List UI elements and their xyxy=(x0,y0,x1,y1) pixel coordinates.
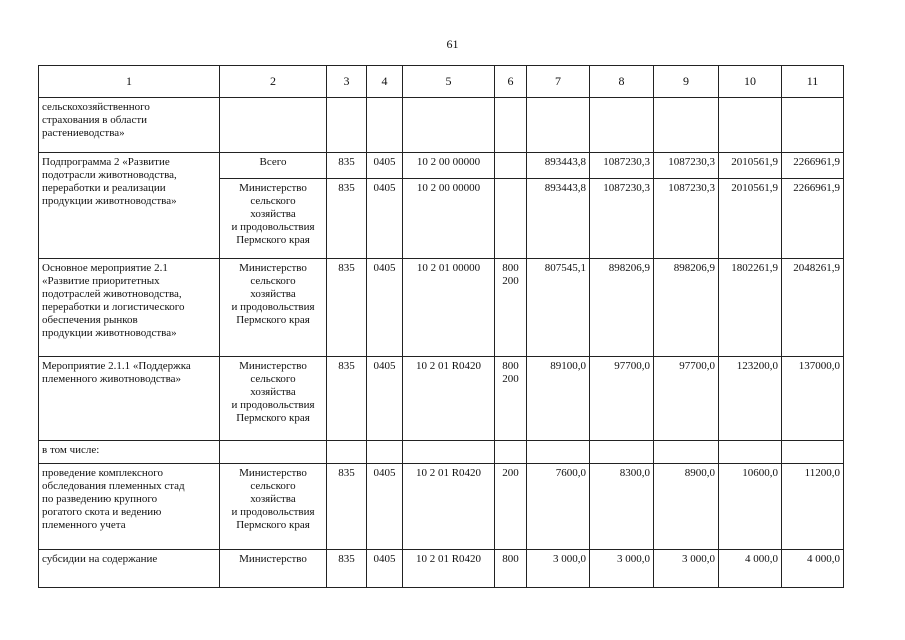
table-row xyxy=(39,357,844,441)
code-cell: 835 xyxy=(327,550,367,588)
cell xyxy=(719,98,782,153)
code-cell: 835 xyxy=(327,179,367,259)
executor-cell: Министерство сельского хозяйства и продовольствия Пермского края xyxy=(220,464,327,550)
table-row xyxy=(39,550,844,588)
cell xyxy=(220,441,327,464)
cell xyxy=(327,441,367,464)
code-cell: 10 2 01 R0420 xyxy=(403,550,495,588)
header-cell: 10 xyxy=(719,66,782,98)
amount-cell: 893443,8 xyxy=(527,179,590,259)
amount-cell: 1087230,3 xyxy=(590,153,654,179)
amount-cell: 807545,1 xyxy=(527,259,590,357)
header-cell: 5 xyxy=(403,66,495,98)
code-cell: 800 200 xyxy=(495,357,527,441)
code-cell xyxy=(495,179,527,259)
header-cell: 1 xyxy=(39,66,220,98)
amount-cell: 4 000,0 xyxy=(719,550,782,588)
code-cell: 200 xyxy=(495,464,527,550)
amount-cell: 2010561,9 xyxy=(719,153,782,179)
amount-cell: 2048261,9 xyxy=(782,259,844,357)
code-cell: 0405 xyxy=(367,259,403,357)
amount-cell: 7600,0 xyxy=(527,464,590,550)
executor-cell: Министерство xyxy=(220,550,327,588)
table-header-row xyxy=(39,66,844,98)
header-cell: 7 xyxy=(527,66,590,98)
amount-cell: 893443,8 xyxy=(527,153,590,179)
amount-cell: 898206,9 xyxy=(590,259,654,357)
code-cell: 10 2 01 R0420 xyxy=(403,464,495,550)
header-cell: 3 xyxy=(327,66,367,98)
amount-cell: 8900,0 xyxy=(654,464,719,550)
code-cell: 10 2 00 00000 xyxy=(403,153,495,179)
amount-cell: 97700,0 xyxy=(590,357,654,441)
amount-cell: 89100,0 xyxy=(527,357,590,441)
code-cell: 10 2 01 00000 xyxy=(403,259,495,357)
cell xyxy=(367,98,403,153)
amount-cell: 3 000,0 xyxy=(590,550,654,588)
code-cell xyxy=(495,153,527,179)
header-cell: 6 xyxy=(495,66,527,98)
code-cell: 0405 xyxy=(367,179,403,259)
cell xyxy=(719,441,782,464)
amount-cell: 10600,0 xyxy=(719,464,782,550)
cell xyxy=(403,441,495,464)
code-cell: 10 2 00 00000 xyxy=(403,179,495,259)
amount-cell: 1802261,9 xyxy=(719,259,782,357)
table-row xyxy=(39,98,844,153)
code-cell: 835 xyxy=(327,259,367,357)
cell xyxy=(403,98,495,153)
amount-cell: 3 000,0 xyxy=(654,550,719,588)
header-cell: 2 xyxy=(220,66,327,98)
amount-cell: 137000,0 xyxy=(782,357,844,441)
cell xyxy=(495,98,527,153)
table-row xyxy=(39,259,844,357)
code-cell: 10 2 01 R0420 xyxy=(403,357,495,441)
row-name-cell: Основное мероприятие 2.1 «Развитие приоритетных подотраслей животноводства, переработки и логистического обеспечения рынков продукции животноводства» xyxy=(39,259,220,357)
code-cell: 0405 xyxy=(367,153,403,179)
amount-cell: 8300,0 xyxy=(590,464,654,550)
amount-cell: 97700,0 xyxy=(654,357,719,441)
cell xyxy=(220,98,327,153)
cell xyxy=(590,441,654,464)
page-number: 61 xyxy=(446,37,459,51)
code-cell: 0405 xyxy=(367,550,403,588)
code-cell: 835 xyxy=(327,464,367,550)
cell xyxy=(527,98,590,153)
cell xyxy=(782,98,844,153)
row-name-cell: Мероприятие 2.1.1 «Поддержка племенного животноводства» xyxy=(39,357,220,441)
row-name-cell: субсидии на содержание xyxy=(39,550,220,588)
cell xyxy=(495,441,527,464)
header-cell: 8 xyxy=(590,66,654,98)
amount-cell: 4 000,0 xyxy=(782,550,844,588)
table-row xyxy=(39,153,844,179)
code-cell: 835 xyxy=(327,357,367,441)
amount-cell: 1087230,3 xyxy=(590,179,654,259)
amount-cell: 2266961,9 xyxy=(782,179,844,259)
table-row xyxy=(39,464,844,550)
code-cell: 835 xyxy=(327,153,367,179)
header-cell: 11 xyxy=(782,66,844,98)
code-cell: 0405 xyxy=(367,357,403,441)
row-name-cell: проведение комплексного обследования племенных стад по разведению крупного рогатого скота и ведению племенного учета xyxy=(39,464,220,550)
executor-cell: Министерство сельского хозяйства и продовольствия Пермского края xyxy=(220,259,327,357)
amount-cell: 11200,0 xyxy=(782,464,844,550)
executor-cell: Всего xyxy=(220,153,327,179)
amount-cell: 3 000,0 xyxy=(527,550,590,588)
row-name-cell: в том числе: xyxy=(39,441,220,464)
cell xyxy=(327,98,367,153)
header-cell: 9 xyxy=(654,66,719,98)
executor-cell: Министерство сельского хозяйства и продовольствия Пермского края xyxy=(220,179,327,259)
cell xyxy=(654,98,719,153)
table-row xyxy=(39,441,844,464)
budget-table xyxy=(38,65,844,588)
header-cell: 4 xyxy=(367,66,403,98)
amount-cell: 1087230,3 xyxy=(654,179,719,259)
amount-cell: 898206,9 xyxy=(654,259,719,357)
cell xyxy=(367,441,403,464)
cell xyxy=(654,441,719,464)
cell xyxy=(782,441,844,464)
cell xyxy=(590,98,654,153)
amount-cell: 123200,0 xyxy=(719,357,782,441)
row-name-cell: Подпрограмма 2 «Развитие подотрасли животноводства, переработки и реализации продукции животноводства» xyxy=(39,153,220,259)
code-cell: 0405 xyxy=(367,464,403,550)
amount-cell: 2266961,9 xyxy=(782,153,844,179)
amount-cell: 2010561,9 xyxy=(719,179,782,259)
code-cell: 800 200 xyxy=(495,259,527,357)
row-name-cell: сельскохозяйственного страхования в области растениеводства» xyxy=(39,98,220,153)
code-cell: 800 xyxy=(495,550,527,588)
cell xyxy=(527,441,590,464)
executor-cell: Министерство сельского хозяйства и продовольствия Пермского края xyxy=(220,357,327,441)
amount-cell: 1087230,3 xyxy=(654,153,719,179)
